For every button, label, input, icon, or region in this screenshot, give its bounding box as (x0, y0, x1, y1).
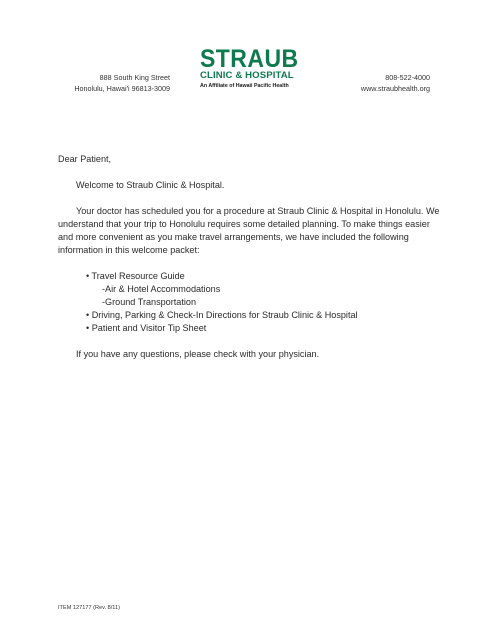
logo-affiliate-line: An Affiliate of Hawaii Pacific Health (200, 83, 289, 89)
straub-logo (200, 47, 305, 90)
contact-info (335, 72, 430, 94)
packet-contents-list (58, 270, 443, 335)
street-address (60, 72, 170, 94)
logo-wordmark: STRAUB (200, 45, 299, 73)
logo-subtitle: CLINIC & HOSPITAL (200, 70, 294, 81)
list-item: • Driving, Parking & Check-In Directions for Straub Clinic & Hospital (86, 310, 358, 320)
letterhead (0, 0, 495, 100)
list-subitem: -Air & Hotel Accommodations (102, 284, 221, 294)
phone-number: 808-522-4000 (385, 73, 430, 82)
salutation: Dear Patient, (58, 154, 112, 164)
welcome-line: Welcome to Straub Clinic & Hospital. (76, 180, 225, 190)
website-url: www.straubhealth.org (360, 84, 430, 93)
list-subitem: -Ground Transportation (102, 297, 197, 307)
list-item: • Patient and Visitor Tip Sheet (86, 323, 207, 333)
closing-line: If you have any questions, please check with your physician. (76, 349, 320, 359)
list-item: • Travel Resource Guide (86, 271, 185, 281)
address-line-2: Honolulu, Hawai'i 96813-3009 (74, 84, 170, 93)
intro-paragraph: Your doctor has scheduled you for a procedure at Straub Clinic & Hospital in Honolulu. We understand that your trip to Honolulu requires some detailed planning. To make things easier and more convenient as you make travel arrangements, we have included the following information in this welcome packet: (58, 206, 440, 255)
letter-body (58, 153, 443, 361)
address-line-1: 888 South King Street (99, 73, 170, 82)
item-code: ITEM 127177 (Rev. 8/11) (58, 605, 120, 611)
